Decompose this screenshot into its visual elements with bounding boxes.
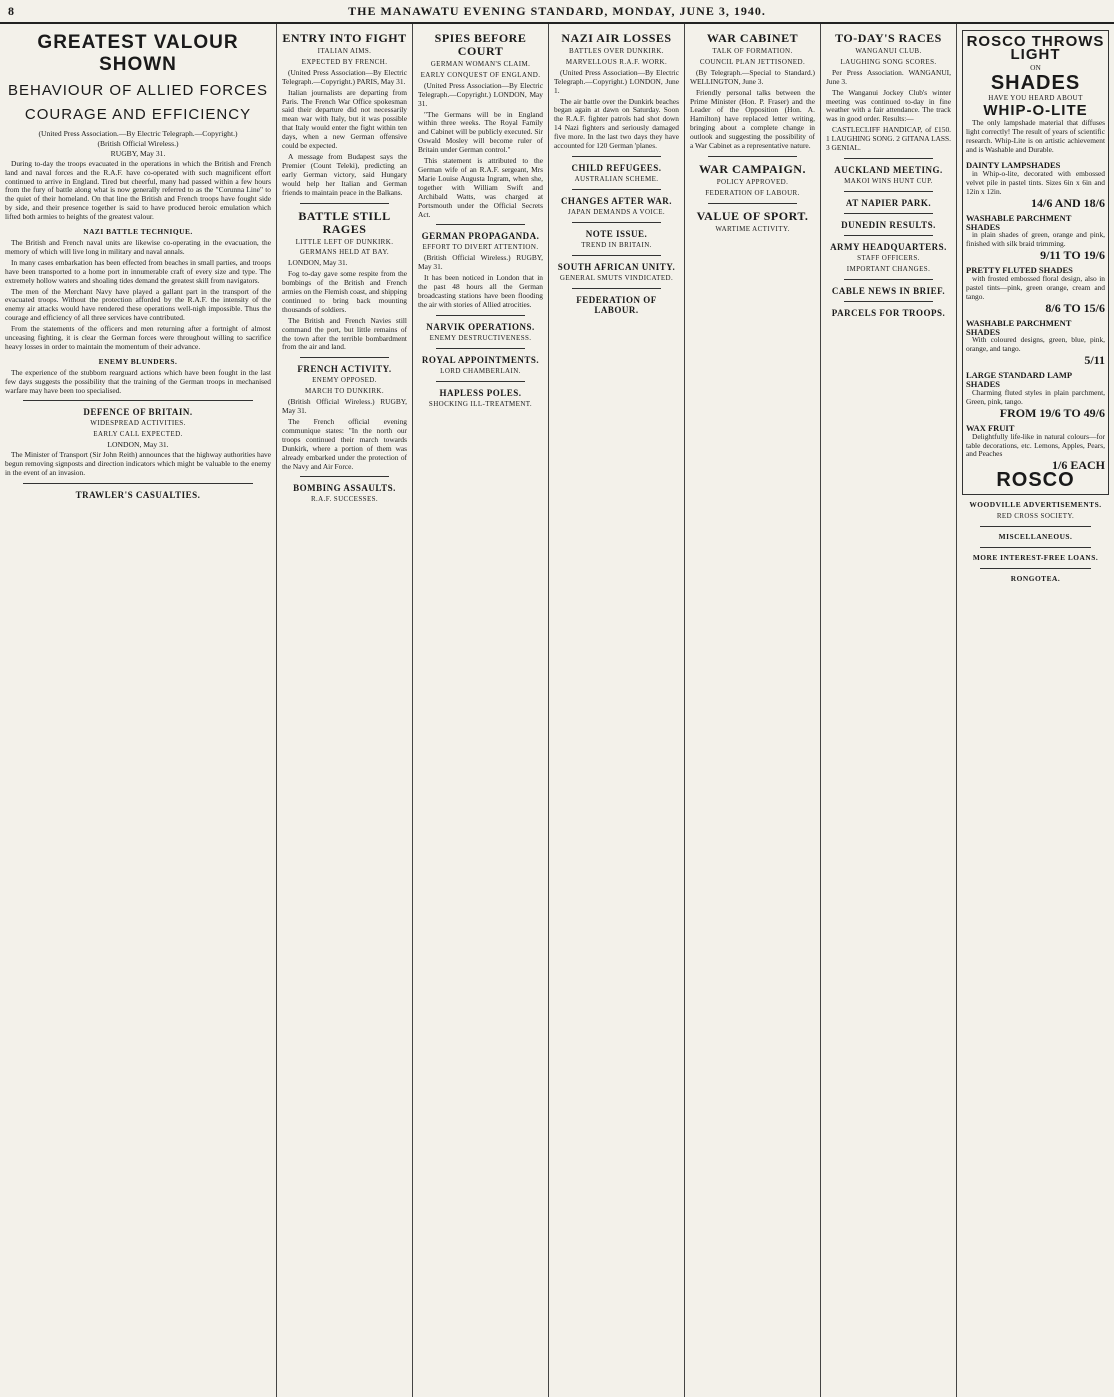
separator (844, 301, 933, 302)
article-headline: SPIES BEFORE COURT (434, 31, 527, 58)
separator (708, 203, 797, 204)
ad-item-text: With coloured designs, green, blue, pink, orange, and tango. (966, 335, 1105, 354)
article-subhead: EARLY CONQUEST OF ENGLAND. (420, 70, 541, 79)
article-paragraph: A message from Budapest says the Premier (Count Teleki), predicting an early German victory, said Hungary would help her Italian and German friends to maintain peace in the Balkans. (282, 151, 407, 197)
service-line: (British Official Wireless.) (97, 138, 179, 148)
ad-question: HAVE YOU HEARD ABOUT (988, 93, 1083, 102)
article-headline: BOMBING ASSAULTS. (293, 483, 396, 494)
article-subhead: MARCH TO DUNKIRK. (304, 387, 385, 396)
separator (980, 568, 1091, 569)
article-paragraph: The Wanganui Jockey Club's winter meeting was continued to-day in fine weather with a fair attendance. The track was in good order. Results:— (826, 87, 951, 124)
ad-shades: SHADES (990, 71, 1081, 94)
ad-item-text: Delightfully life-like in natural colours—for table decorations, etc. Lemons, Apples, Pears, and Peaches (966, 431, 1105, 459)
credit-line: (United Press Association.—By Electric Telegraph.—Copyright.) (38, 129, 238, 138)
article-paragraph: LONDON, May 31. (288, 258, 348, 268)
column-main-story (0, 24, 276, 1397)
ad-item-price: FROM 19/6 TO 49/6 (999, 405, 1105, 420)
article-paragraph: The experience of the stubborn rearguard actions which have been fought in the last few days suggests the possibility that the training of the German troops in mechanised warfare may have been too specialised. (5, 367, 271, 395)
masthead (0, 0, 1114, 24)
article-subhead: ENEMY DESTRUCTIVENESS. (429, 333, 532, 342)
article-paragraph: Fog to-day gave some respite from the bombings of the British and French armies on the Flemish coast, and shipping continued to bring back mounting thousands of soldiers. (282, 269, 407, 314)
separator (844, 213, 933, 214)
article-paragraph: The French official evening communique states: "In the north our troops continued their march towards Dunkirk, where a portion of them was already embarked under the protection of the Navy and Air Force. (282, 417, 407, 471)
article-paragraph: The men of the Merchant Navy have played a gallant part in the transport of the evacuated troops. Without the protection afforded by the R.A.F. the intensity of the enemy air attacks would have rendered these operations well-nigh impossible. Thus the courage and efficiency of all three services have contributed. (5, 286, 271, 323)
article-headline: AUCKLAND MEETING. (834, 164, 943, 175)
column-5 (685, 24, 820, 1397)
ad-item (966, 214, 1105, 261)
column-4 (549, 24, 684, 1397)
article-paragraph: The British and French naval units are likewise co-operating in the evacuation, the memory of which will live long in military and naval annals. (5, 237, 271, 256)
separator (572, 222, 661, 223)
article-headline: FRENCH ACTIVITY. (297, 364, 392, 375)
column-7-advertisement (957, 24, 1114, 1397)
article-paragraph: Friendly personal talks between the Prime Minister (Hon. P. Fraser) and the Leader of the Opposition (Hon. A. Hamilton) have replaced letter writing, bringing about a complete change in outlook and suggesting the possibility of a War Cabinet as a representative nature. (690, 87, 815, 151)
article-subhead: ITALIAN AIMS. (317, 47, 372, 55)
article-paragraph: This statement is attributed to the German wife of an R.A.F. sergeant, Mrs Marie Louise Augusta Ingram, when she, together with William Swift and Archibald Watts, was charged at Portsmouth under the Official Secrets Act. (418, 156, 543, 219)
ad-item (966, 371, 1105, 418)
main-subheadline-2: COURAGE AND EFFICIENCY (24, 106, 252, 123)
ad-item-text: Charming fluted styles in plain parchment, Green, pink, tango. (966, 388, 1105, 406)
article-headline: PARCELS FOR TROOPS. (831, 307, 946, 318)
separator (572, 255, 661, 256)
ad-product: WHIP-O-LITE (983, 101, 1088, 119)
article-subhead: EXPECTED BY FRENCH. (301, 57, 388, 66)
article-paragraph: (United Press Association—By Electric Telegraph.—Copyright.) LONDON, May 31. (418, 80, 543, 108)
newspaper-title: THE MANAWATU EVENING STANDARD, MONDAY, JUNE 3, 1940. (348, 4, 766, 18)
ad-item-name: WAX FRUIT (966, 422, 1015, 433)
dateline: RUGBY, May 31. (110, 148, 166, 158)
article-headline: GERMAN PROPAGANDA. (421, 231, 540, 242)
article-subhead: JAPAN DEMANDS A VOICE. (567, 207, 666, 216)
article-headline: BATTLE STILL RAGES (298, 208, 391, 236)
article-subhead: ENEMY OPPOSED. (312, 376, 377, 385)
separator (708, 156, 797, 157)
section-heading: RONGOTEA. (1010, 573, 1061, 583)
article-subhead: MAKOI WINS HUNT CUP. (844, 176, 933, 185)
article-headline: NARVIK OPERATIONS. (426, 321, 535, 332)
article-paragraph: From the statements of the officers and men returning after a fortnight of almost unceasing fighting, it is clear the German forces were throughout willing to sacrifice heavy losses in order to maintain the momentum of their advance. (5, 324, 271, 351)
ad-item (966, 319, 1105, 366)
ad-on: ON (1030, 62, 1041, 72)
article-subhead: WIDESPREAD ACTIVITIES. (90, 419, 186, 428)
article-headline: HAPLESS POLES. (439, 387, 522, 398)
ad-title: ROSCO THROWS (966, 33, 1105, 50)
ad-item (966, 266, 1105, 313)
section-heading: MORE INTEREST-FREE LOANS. (972, 552, 1099, 562)
article-headline: ROYAL APPOINTMENTS. (421, 354, 540, 365)
article-headline: CHILD REFUGEES. (571, 162, 662, 173)
article-paragraph: (By Telegraph.—Special to Standard.) WELLINGTON, June 3. (690, 67, 815, 86)
article-headline: NOTE ISSUE. (585, 228, 648, 239)
article-subhead: TREND IN BRITAIN. (581, 240, 652, 249)
ad-items (966, 160, 1105, 473)
article-paragraph: The British and French Navies still command the port, but little remains of the town after the terrible bombardment from the air and land. (282, 315, 407, 352)
article-subhead: EARLY CALL EXPECTED. (93, 430, 183, 439)
article-headline: DEFENCE OF BRITAIN. (83, 407, 193, 418)
article-subhead: LITTLE LEFT OF DUNKIRK. (295, 237, 394, 246)
separator (844, 279, 933, 280)
column-2 (277, 24, 412, 1397)
article-paragraph: (United Press Association—By Electric Telegraph.—Copyright.) PARIS, May 31. (282, 67, 407, 86)
rosco-advertisement (962, 30, 1109, 495)
ad-item-name: WASHABLE PARCHMENT SHADES (966, 212, 1072, 232)
separator (23, 400, 253, 401)
ad-item-price: 8/6 TO 15/6 (1045, 300, 1105, 315)
ad-item-name: WASHABLE PARCHMENT SHADES (966, 317, 1072, 337)
article-subhead: GERMAN WOMAN'S CLAIM. (430, 60, 531, 68)
article-paragraph: "The Germans will be in England within three weeks. The Royal Family and Cabinet will be publicly executed. Sir Oswald Mosley will become ruler of Britain under German control." (418, 109, 543, 155)
article-subhead: MARVELLOUS R.A.F. WORK. (565, 57, 668, 66)
ad-item-price: 9/11 TO 19/6 (1040, 248, 1105, 263)
article-headline: VALUE OF SPORT. (696, 208, 809, 223)
separator (436, 315, 525, 316)
article-paragraph: In many cases embarkation has been effected from beaches in small parties, and troops have been transported to a home port in innumerable craft of every size and type. The extremely hollow waters and shoaling tides demand the greatest skill from navigators. (5, 257, 271, 285)
article-paragraph: Per Press Association. WANGANUI, June 3. (826, 67, 951, 86)
ad-description: The only lampshade material that diffuses light correctly! The result of years of scientific research. Whip-Lite is on artistic achievement and is Washable and Durable. (966, 118, 1105, 155)
ad-item (966, 161, 1105, 208)
article-headline: CHANGES AFTER WAR. (560, 195, 673, 206)
separator (436, 224, 525, 225)
article-paragraph: Italian journalists are departing from Paris. The French War Office spokesman said their departure did not necessarily mean war with Italy, but it was possible that Italy would enter the fight within ten days, when a new German offensive could be expected. (282, 87, 407, 151)
article-headline: SOUTH AFRICAN UNITY. (557, 261, 676, 272)
article-subhead: TALK OF FORMATION. (712, 47, 793, 55)
ad-item-name: DAINTY LAMPSHADES (966, 160, 1061, 171)
article-subhead: WARTIME ACTIVITY. (715, 224, 790, 233)
article-paragraph: The Minister of Transport (Sir John Reith) announces that the highway authorities have begun removing signposts and direction indicators which might be valuable to the enemy in the event of an invasion. (5, 450, 271, 477)
separator (844, 235, 933, 236)
ad-item-name: LARGE STANDARD LAMP SHADES (966, 370, 1072, 390)
ad-title-2: LIGHT (1010, 45, 1061, 63)
article-subhead: AUSTRALIAN SCHEME. (574, 174, 659, 183)
article-subhead: GERMANS HELD AT BAY. (299, 248, 390, 257)
separator (300, 203, 389, 204)
separator (23, 483, 253, 484)
article-headline: TO-DAY'S RACES (835, 31, 942, 45)
separator (300, 357, 389, 358)
separator (572, 156, 661, 157)
separator (436, 381, 525, 382)
article-subhead: IMPORTANT CHANGES. (846, 264, 931, 273)
article-subhead: BATTLES OVER DUNKIRK. (569, 47, 664, 55)
ad-item-text: in plain shades of green, orange and pink, finished with silk braid trimming. (966, 230, 1105, 249)
article-headline: FEDERATION OF LABOUR. (576, 294, 657, 315)
separator (844, 191, 933, 192)
ad-item-price: 14/6 AND 18/6 (1030, 195, 1105, 210)
main-subheadline: BEHAVIOUR OF ALLIED FORCES (8, 82, 268, 99)
ad-brand: ROSCO (996, 469, 1075, 492)
article-paragraph: It has been noticed in London that in the past 48 hours all the German broadcasting stations have been flooding the air with stories of Allied atrocities. (418, 273, 543, 309)
article-headline: CABLE NEWS IN BRIEF. (831, 285, 946, 296)
ad-item-text: in Whip-o-lite, decorated with embossed velvet pile in pastel tints. Sizes 6in x 6in and 12in x 12in. (966, 168, 1105, 196)
separator (844, 158, 933, 159)
article-headline: ENTRY INTO FIGHT (282, 31, 407, 45)
separator (300, 476, 389, 477)
section-heading: WOODVILLE ADVERTISEMENTS. (969, 500, 1102, 510)
article-subhead: RED CROSS SOCIETY. (996, 512, 1075, 521)
article-subhead: GENERAL SMUTS VINDICATED. (559, 273, 674, 282)
article-subhead: POLICY APPROVED. (716, 177, 789, 186)
column-6 (821, 24, 956, 1397)
separator (572, 189, 661, 190)
column-3 (413, 24, 548, 1397)
separator (980, 526, 1091, 527)
article-paragraph: (United Press Association—By Electric Telegraph.—Copyright.) LONDON, June 1. (554, 67, 679, 95)
article-paragraph: The air battle over the Dunkirk beaches began again at dawn on Saturday. Soon the R.A.F. fighter patrols had shot down 14 Nazi fighters and seriously damaged five more. In the last two days they have accounted for 120 German 'planes. (554, 96, 679, 151)
article-headline: ARMY HEADQUARTERS. (830, 241, 947, 252)
article-headline: TRAWLER'S CASUALTIES. (75, 489, 201, 500)
article-subhead: WANGANUI CLUB. (855, 47, 922, 55)
article-paragraph: During to-day the troops evacuated in the operations in which the British and French land and naval forces and the R.A.F. have co-operated with such magnificent effort continued to arrive in England. Tired but cheerful, many had passed within a few hours from the fury of battle along what is now generally referred to as the "Corunna Line" to the quiet of their homeland. On that line the British and French troops have fought side by side, and their presence together is said to have produced heroic emulation which lifted both armies to heights of the greatest valour. (5, 158, 271, 222)
ad-item (966, 424, 1105, 471)
section-heading: ENEMY BLUNDERS. (98, 356, 178, 366)
ad-item-text: with frosted embossed floral design, also in pastel tints—pink, green orange, cream and tango. (966, 274, 1105, 301)
article-paragraph: (British Official Wireless.) RUGBY, May 31. (282, 397, 407, 416)
article-headline: NAZI AIR LOSSES (561, 31, 672, 45)
article-headline: WAR CAMPAIGN. (699, 161, 806, 176)
article-subhead: LORD CHAMBERLAIN. (440, 366, 521, 375)
article-subhead: EFFORT TO DIVERT ATTENTION. (422, 243, 539, 252)
article-subhead: SHOCKING ILL-TREATMENT. (428, 399, 533, 408)
dateline: LONDON, May 31. (107, 440, 169, 450)
article-subhead: R.A.F. SUCCESSES. (310, 495, 379, 504)
article-paragraph: CASTLECLIFF HANDICAP, of £150. 1 LAUGHING SONG. 2 GITANA LASS. 3 GENIAL. (826, 125, 951, 153)
ad-item-name: PRETTY FLUTED SHADES (966, 265, 1073, 276)
section-heading: MISCELLANEOUS. (998, 531, 1073, 541)
article-headline: WAR CABINET (706, 31, 799, 45)
article-subhead: LAUGHING SONG SCORES. (840, 57, 937, 66)
article-headline: DUNEDIN RESULTS. (841, 219, 936, 230)
article-headline: AT NAPIER PARK. (845, 197, 932, 208)
article-subhead: STAFF OFFICERS. (857, 253, 920, 262)
article-paragraph: (British Official Wireless.) RUGBY, May 31. (418, 253, 543, 272)
separator (572, 288, 661, 289)
main-headline: GREATEST VALOUR SHOWN (37, 32, 239, 75)
article-subhead: FEDERATION OF LABOUR. (705, 188, 800, 197)
section-heading: NAZI BATTLE TECHNIQUE. (83, 227, 193, 237)
ad-item-price: 1/6 EACH (1051, 458, 1105, 473)
ad-item-price: 5/11 (1084, 353, 1105, 368)
article-subhead: COUNCIL PLAN JETTISONED. (699, 57, 806, 66)
page-number: 8 (8, 4, 14, 18)
separator (980, 547, 1091, 548)
separator (436, 348, 525, 349)
